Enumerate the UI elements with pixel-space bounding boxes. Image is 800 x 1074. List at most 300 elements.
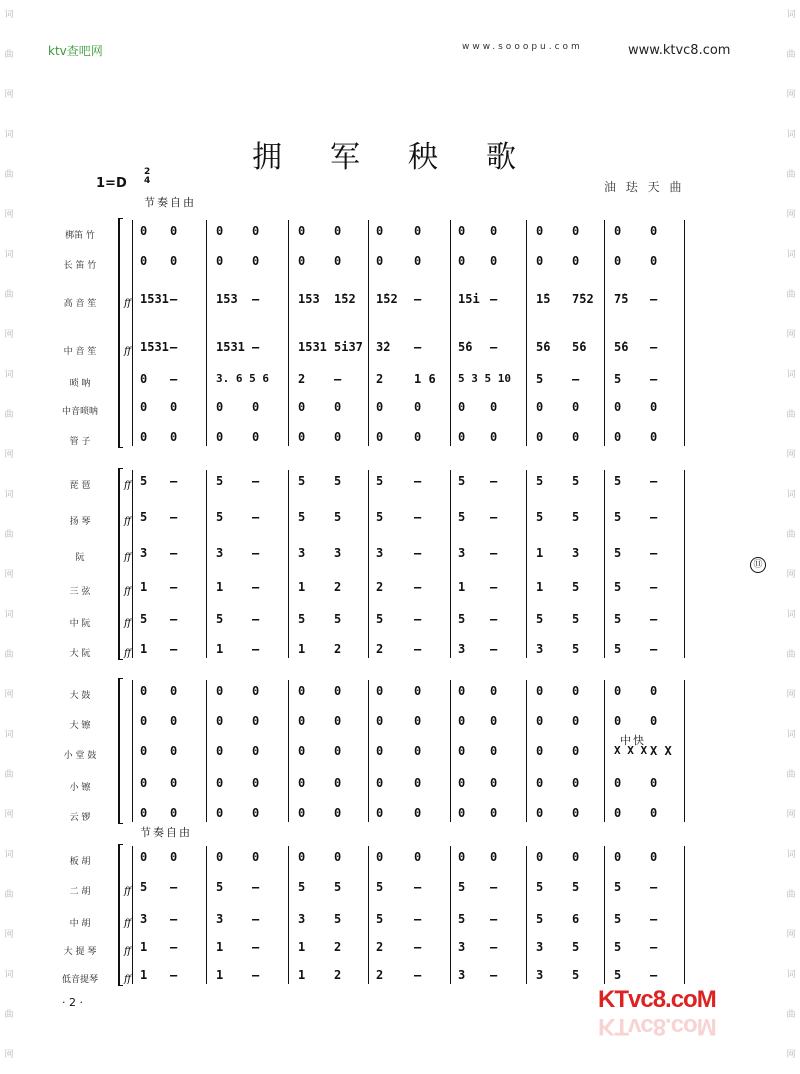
bar-line [288, 680, 289, 822]
watermark-char: 网 [786, 810, 796, 820]
watermark-char: 曲 [4, 890, 14, 900]
note-cell: – [170, 880, 178, 894]
note-cell: 5 [614, 372, 622, 386]
note-cell: 2 [376, 372, 384, 386]
note-cell: 0 [376, 806, 384, 820]
side-watermark-right [784, 0, 798, 1074]
note-cell: 0 [376, 776, 384, 790]
watermark-char: 网 [786, 90, 796, 100]
note-cell: 1 [298, 642, 306, 656]
note-cell: – [650, 612, 658, 626]
watermark-char: 曲 [786, 290, 796, 300]
note-cell: 5 [572, 474, 580, 488]
note-cell: – [414, 474, 422, 488]
note-cell: 3 [216, 546, 224, 560]
watermark-char: 曲 [4, 530, 14, 540]
note-cell: 3 [140, 912, 148, 926]
note-cell: 0 [252, 744, 260, 758]
note-cell: 0 [298, 430, 306, 444]
note-cell: 0 [298, 714, 306, 728]
note-cell: 0 [298, 684, 306, 698]
note-cell: – [572, 372, 580, 386]
note-cell: – [490, 612, 498, 626]
watermark-char: 网 [4, 690, 14, 700]
note-cell: 5 [614, 510, 622, 524]
watermark-char: 词 [4, 10, 14, 20]
note-cell: 0 [536, 744, 544, 758]
note-cell: – [650, 340, 658, 354]
watermark-char: 词 [4, 130, 14, 140]
note-cell: 0 [650, 714, 658, 728]
note-cell: – [414, 642, 422, 656]
note-cell: – [414, 912, 422, 926]
note-cell: – [252, 340, 260, 354]
note-cell: 3 [458, 968, 466, 982]
note-cell: 1531 [216, 340, 245, 354]
note-cell: 3 [298, 546, 306, 560]
note-cell: 0 [490, 430, 498, 444]
note-cell: 0 [458, 776, 466, 790]
note-cell: 0 [650, 684, 658, 698]
note-cell: 0 [216, 776, 224, 790]
site-logo[interactable]: KTvc8.coM [598, 986, 716, 1013]
note-cell: 0 [376, 254, 384, 268]
watermark-char: 网 [786, 330, 796, 340]
note-cell: 0 [650, 850, 658, 864]
note-cell: 0 [216, 684, 224, 698]
note-cell: – [414, 968, 422, 982]
watermark-char: 网 [786, 930, 796, 940]
note-cell: – [414, 940, 422, 954]
bar-line [684, 680, 685, 822]
note-cell: 0 [414, 714, 422, 728]
note-cell: 0 [458, 806, 466, 820]
note-cell: 3 [458, 642, 466, 656]
dynamic-mark: ff [124, 516, 132, 527]
instrument-label: 琵 琶 [69, 481, 91, 491]
watermark-char: 网 [4, 810, 14, 820]
note-cell: 5i37 [334, 340, 363, 354]
bar-line [684, 470, 685, 658]
note-cell: 3 [376, 546, 384, 560]
site-logo-reflection: KTvc8.coM [598, 1013, 716, 1040]
instrument-label: 大 提 琴 [63, 947, 97, 957]
note-cell: – [414, 292, 422, 306]
instrument-label: 小 镲 [69, 783, 91, 793]
note-cell: – [650, 580, 658, 594]
page-number: · 2 · [62, 996, 83, 1009]
watermark-char: 词 [786, 130, 796, 140]
instrument-label: 小 堂 鼓 [63, 751, 97, 761]
note-cell: – [252, 474, 260, 488]
note-cell: 0 [376, 430, 384, 444]
note-cell: – [170, 474, 178, 488]
note-cell: 5 [536, 912, 544, 926]
note-cell: 0 [650, 254, 658, 268]
note-cell: 0 [298, 776, 306, 790]
side-watermark-left [2, 0, 16, 1074]
note-cell: 0 [414, 806, 422, 820]
dynamic-mark: ff [124, 946, 132, 957]
note-cell: 0 [376, 850, 384, 864]
note-cell: 5 [216, 612, 224, 626]
note-cell: – [252, 968, 260, 982]
note-cell: 1531 [298, 340, 327, 354]
dynamic-mark: ff [124, 298, 132, 309]
note-cell: 5 [140, 880, 148, 894]
note-cell: 5 [216, 880, 224, 894]
note-cell: 5 [536, 474, 544, 488]
note-cell: – [252, 546, 260, 560]
note-cell: 1531 [140, 340, 169, 354]
bar-line [206, 220, 207, 446]
note-cell: 0 [536, 850, 544, 864]
note-cell: – [414, 580, 422, 594]
watermark-char: 网 [786, 690, 796, 700]
note-cell: 5 [334, 880, 342, 894]
note-cell: – [650, 546, 658, 560]
note-cell: 5 [334, 912, 342, 926]
note-cell: 5 [376, 510, 384, 524]
note-cell: – [490, 340, 498, 354]
note-cell: – [490, 580, 498, 594]
watermark-char: 曲 [786, 650, 796, 660]
note-cell: 0 [490, 684, 498, 698]
note-cell: 0 [252, 684, 260, 698]
note-cell: 3. 6 5 6 [216, 372, 269, 385]
bar-line [368, 220, 369, 446]
bar-line [206, 846, 207, 984]
note-cell: 0 [140, 372, 148, 386]
note-cell: 0 [170, 684, 178, 698]
note-cell: 0 [140, 430, 148, 444]
note-cell: 5 [298, 474, 306, 488]
bar-line [604, 680, 605, 822]
watermark-char: 词 [786, 850, 796, 860]
watermark-char: 网 [786, 1050, 796, 1060]
note-cell: 0 [614, 224, 622, 238]
note-cell: – [650, 912, 658, 926]
note-cell: 5 [140, 474, 148, 488]
rehearsal-mark: ⑪ [750, 557, 766, 573]
note-cell: – [414, 510, 422, 524]
watermark-char: 词 [4, 730, 14, 740]
note-cell: 1 [140, 580, 148, 594]
note-cell: 0 [490, 224, 498, 238]
instrument-label: 管 子 [69, 437, 91, 447]
instrument-label: 中 音 笙 [63, 347, 97, 357]
note-cell: 1 [216, 968, 224, 982]
note-cell: 0 [298, 850, 306, 864]
bar-line [206, 470, 207, 658]
watermark-char: 词 [786, 370, 796, 380]
note-cell: 5 [216, 474, 224, 488]
note-cell: 0 [334, 776, 342, 790]
note-cell: 1 [536, 546, 544, 560]
note-cell: 1531 [140, 292, 169, 306]
note-cell: 5 [334, 474, 342, 488]
note-cell: 0 [216, 806, 224, 820]
note-cell: 0 [298, 254, 306, 268]
note-cell: 2 [334, 642, 342, 656]
note-cell: – [252, 912, 260, 926]
note-cell: 0 [376, 684, 384, 698]
instrument-label: 中 胡 [69, 919, 91, 929]
watermark-char: 词 [4, 850, 14, 860]
group-brace [118, 218, 123, 448]
bar-line [288, 470, 289, 658]
note-cell: – [650, 474, 658, 488]
note-cell: – [252, 642, 260, 656]
note-cell: 0 [252, 400, 260, 414]
note-cell: – [170, 546, 178, 560]
note-cell: 5 [572, 580, 580, 594]
note-cell: 0 [536, 254, 544, 268]
note-cell: 0 [170, 400, 178, 414]
note-cell: 0 [170, 254, 178, 268]
note-cell: 0 [334, 684, 342, 698]
composer-credit: 油 珐 天 曲 [604, 180, 685, 194]
header-right-url[interactable]: www.ktvc8.com [628, 43, 731, 58]
note-cell: 0 [650, 776, 658, 790]
bar-line [450, 220, 451, 446]
note-cell: 3 [458, 546, 466, 560]
note-cell: – [170, 580, 178, 594]
instrument-label: 大 镲 [69, 721, 91, 731]
watermark-char: 网 [4, 330, 14, 340]
header-mid-url[interactable]: www.sooopu.com [462, 42, 583, 52]
note-cell: 0 [216, 850, 224, 864]
note-cell: – [170, 612, 178, 626]
note-cell: 0 [572, 430, 580, 444]
bar-line [132, 470, 133, 658]
dynamic-mark: ff [124, 480, 132, 491]
note-cell: 0 [614, 400, 622, 414]
note-cell: – [490, 940, 498, 954]
note-cell: 5 [376, 474, 384, 488]
watermark-char: 词 [4, 490, 14, 500]
note-cell: 5 [614, 642, 622, 656]
note-cell: 0 [252, 224, 260, 238]
dynamic-mark: ff [124, 918, 132, 929]
note-cell: 5 [614, 580, 622, 594]
note-cell: – [490, 546, 498, 560]
bar-line [132, 220, 133, 446]
note-cell: 5 [458, 474, 466, 488]
bar-line [206, 680, 207, 822]
bar-line [526, 220, 527, 446]
watermark-char: 网 [4, 570, 14, 580]
note-cell: X X X [614, 744, 648, 757]
note-cell: 0 [216, 254, 224, 268]
note-cell: 0 [572, 400, 580, 414]
note-cell: 0 [216, 714, 224, 728]
dynamic-mark: ff [124, 586, 132, 597]
instrument-label: 中音唢呐 [61, 407, 98, 417]
note-cell: 2 [334, 580, 342, 594]
note-cell: 0 [334, 806, 342, 820]
watermark-char: 曲 [4, 770, 14, 780]
note-cell: 1̇52 [376, 292, 398, 306]
note-cell: 5 [572, 510, 580, 524]
note-cell: 2 [334, 968, 342, 982]
instrument-label: 大 阮 [69, 649, 91, 659]
note-cell: 5 [298, 612, 306, 626]
note-cell: 0 [572, 776, 580, 790]
note-cell: 0 [536, 400, 544, 414]
note-cell: 0 [536, 714, 544, 728]
watermark-char: 曲 [4, 50, 14, 60]
note-cell: 0 [140, 714, 148, 728]
note-cell: 0 [252, 430, 260, 444]
watermark-char: 词 [4, 970, 14, 980]
bar-line [288, 846, 289, 984]
instrument-label: 二 胡 [69, 887, 91, 897]
note-cell: – [170, 372, 178, 386]
instrument-label: 阮 [75, 553, 85, 563]
note-cell: 0 [490, 254, 498, 268]
note-cell: 0 [614, 806, 622, 820]
note-cell: – [490, 292, 498, 306]
note-cell: – [170, 642, 178, 656]
bar-line [368, 680, 369, 822]
note-cell: 5 [334, 612, 342, 626]
note-cell: 15i [458, 292, 480, 306]
note-cell: 0 [334, 744, 342, 758]
note-cell: 0 [252, 714, 260, 728]
note-cell: 0 [614, 684, 622, 698]
note-cell: – [414, 546, 422, 560]
note-cell: 0 [536, 806, 544, 820]
dynamic-mark: ff [124, 974, 132, 985]
watermark-char: 曲 [4, 410, 14, 420]
note-cell: 5 [458, 880, 466, 894]
note-cell: – [334, 372, 342, 386]
note-cell: 0 [614, 254, 622, 268]
note-cell: 0 [140, 254, 148, 268]
bar-line [526, 846, 527, 984]
note-cell: 153 [216, 292, 238, 306]
note-cell: 5 [614, 912, 622, 926]
note-cell: 1 6 [414, 372, 436, 386]
note-cell: 3 [140, 546, 148, 560]
note-cell: 5 [614, 612, 622, 626]
bar-line [604, 220, 605, 446]
note-cell: 0 [334, 850, 342, 864]
note-cell: 3 [572, 546, 580, 560]
note-cell: – [414, 340, 422, 354]
note-cell: 2 [376, 580, 384, 594]
bar-line [604, 470, 605, 658]
note-cell: 5 [140, 510, 148, 524]
note-cell: 0 [614, 430, 622, 444]
header-left-site[interactable]: ktv查吧网 [48, 44, 103, 58]
note-cell: 5̇6 [614, 340, 629, 354]
note-cell: 0 [334, 254, 342, 268]
note-cell: 1̇5 [536, 292, 551, 306]
note-cell: 0 [572, 714, 580, 728]
note-cell: 5̇6 [536, 340, 551, 354]
note-cell: 1 [216, 940, 224, 954]
note-cell: 1 [298, 940, 306, 954]
note-cell: 5 [572, 968, 580, 982]
note-cell: 3 [334, 546, 342, 560]
note-cell: 5 [536, 372, 544, 386]
bar-line [368, 846, 369, 984]
note-cell: 0 [376, 714, 384, 728]
note-cell: 0 [216, 744, 224, 758]
note-cell: 0 [140, 744, 148, 758]
note-cell: 0 [490, 776, 498, 790]
note-cell: – [252, 510, 260, 524]
note-cell: 0 [414, 224, 422, 238]
note-cell: – [170, 968, 178, 982]
note-cell: 6 [572, 912, 580, 926]
instrument-label: 板 胡 [69, 857, 91, 867]
note-cell: 0 [414, 776, 422, 790]
bar-line [526, 470, 527, 658]
watermark-char: 词 [786, 250, 796, 260]
note-cell: 3 [298, 912, 306, 926]
instrument-label: 扬 琴 [69, 517, 91, 527]
bar-line [604, 846, 605, 984]
note-cell: – [650, 880, 658, 894]
note-cell: 0 [334, 714, 342, 728]
note-cell: 0 [572, 744, 580, 758]
bar-line [450, 846, 451, 984]
watermark-char: 曲 [4, 1010, 14, 1020]
note-cell: – [252, 292, 260, 306]
instrument-label: 高 音 笙 [63, 299, 97, 309]
group-brace [118, 678, 123, 824]
note-cell: 0 [490, 744, 498, 758]
instrument-label: 低音提琴 [61, 975, 98, 985]
note-cell: 1 [140, 642, 148, 656]
note-cell: 0 [334, 400, 342, 414]
watermark-char: 网 [786, 570, 796, 580]
note-cell: 5 3 5 10 [458, 372, 511, 385]
watermark-char: 曲 [4, 290, 14, 300]
note-cell: 0 [170, 806, 178, 820]
note-cell: 1 [458, 580, 466, 594]
instrument-label: 梆笛 竹 [65, 231, 95, 241]
note-cell: 0 [458, 254, 466, 268]
bar-line [288, 220, 289, 446]
note-cell: 0 [650, 224, 658, 238]
note-cell: – [490, 474, 498, 488]
bar-line [526, 680, 527, 822]
note-cell: – [650, 292, 658, 306]
note-cell: 0 [536, 776, 544, 790]
watermark-char: 曲 [786, 530, 796, 540]
watermark-char: 曲 [786, 50, 796, 60]
note-cell: 5 [572, 612, 580, 626]
time-signature [144, 168, 150, 186]
watermark-char: 网 [4, 450, 14, 460]
time-sig-bottom: 4 [144, 176, 151, 186]
time-sig-top: 2 [144, 167, 151, 177]
watermark-char: 曲 [4, 170, 14, 180]
watermark-char: 网 [4, 930, 14, 940]
note-cell: 5 [614, 940, 622, 954]
watermark-char: 曲 [786, 410, 796, 420]
note-cell: – [252, 612, 260, 626]
watermark-char: 曲 [786, 890, 796, 900]
note-cell: 5 [458, 912, 466, 926]
note-cell: 1 [298, 968, 306, 982]
note-cell: 1 [216, 580, 224, 594]
watermark-char: 词 [786, 970, 796, 980]
